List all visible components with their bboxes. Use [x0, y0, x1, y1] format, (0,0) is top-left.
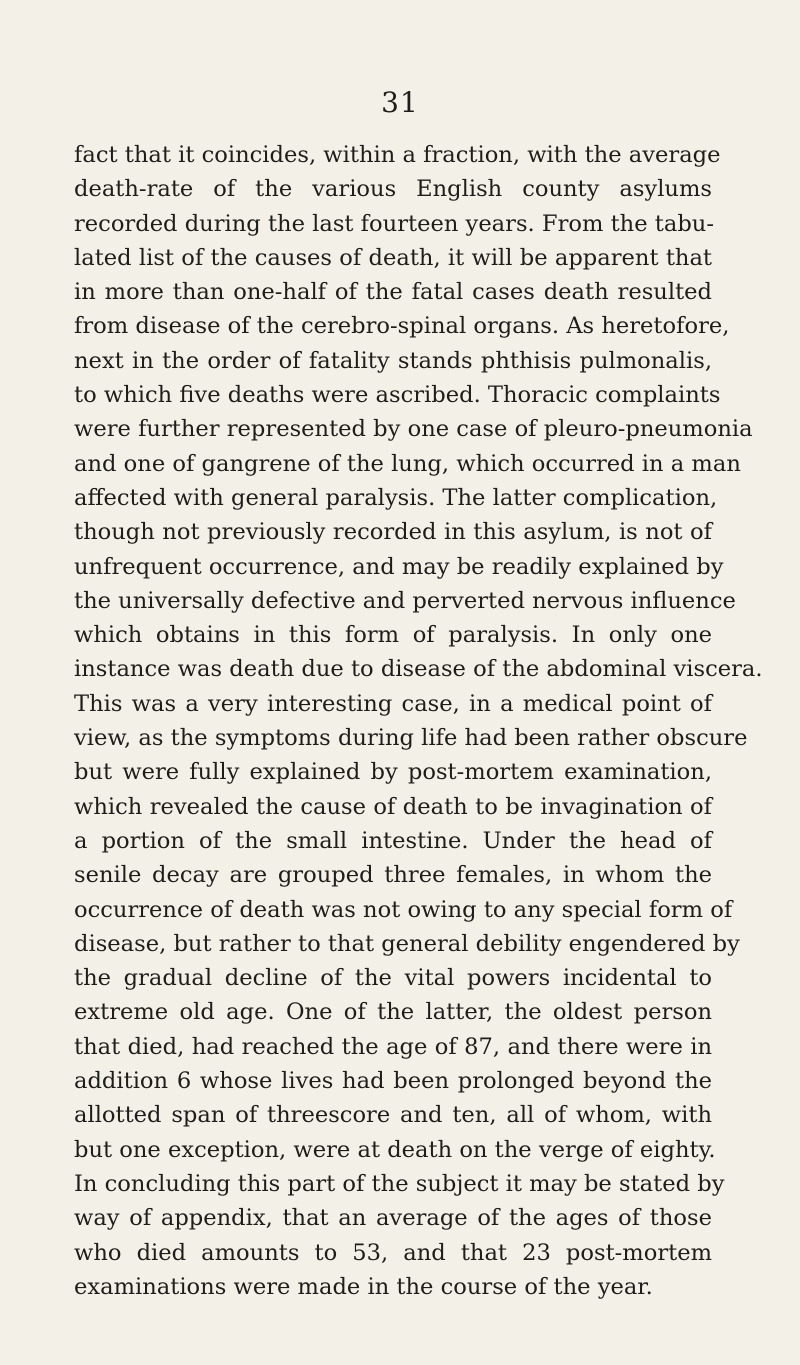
text-line: occurrence of death was not owing to any special form of — [74, 896, 733, 923]
text-line: view, as the symptoms during life had been rather obscure — [74, 725, 748, 752]
text-line: unfrequent occurrence, and may be readily explained by — [74, 553, 724, 580]
text-line: fact that it coincides, within a fraction, with the average — [74, 142, 721, 168]
text-line: extreme old age. One of the latter, the oldest person — [74, 999, 712, 1026]
text-line: though not previously recorded in this asylum, is not of — [74, 519, 712, 546]
text-line: way of appendix, that an average of the ages of those — [74, 1205, 712, 1232]
text-line: In concluding this part of the subject it may be stated by — [74, 1170, 725, 1197]
text-line: that died, had reached the age of 87, and there were in — [74, 1033, 712, 1060]
text-line: next in the order of fatality stands phthisis pulmonalis, — [74, 347, 712, 374]
body-text — [74, 138, 763, 1304]
text-line: death-rate of the various English county asylums — [74, 176, 712, 203]
text-line: which revealed the cause of death to be invagination of — [74, 793, 712, 820]
text-line: examinations were made in the course of the year. — [74, 1273, 653, 1300]
text-line: in more than one-half of the fatal cases death resulted — [74, 279, 712, 306]
text-line: This was a very interesting case, in a medical point of — [74, 690, 712, 717]
text-line: senile decay are grouped three females, in whom the — [74, 862, 712, 889]
text-line: affected with general paralysis. The latter complication, — [74, 484, 718, 511]
text-line: addition 6 whose lives had been prolonged beyond the — [74, 1068, 712, 1095]
text-line: but were fully explained by post-mortem examination, — [74, 759, 712, 786]
text-line: instance was death due to disease of the abdominal viscera. — [74, 656, 763, 683]
text-line: were further represented by one case of pleuro-pneumonia — [74, 416, 753, 443]
text-line: a portion of the small intestine. Under the head of — [74, 827, 712, 854]
text-line: recorded during the last fourteen years. From the tabu- — [74, 210, 714, 237]
text-line: to which five deaths were ascribed. Thoracic complaints — [74, 382, 721, 409]
text-line: who died amounts to 53, and that 23 post-mortem — [74, 1239, 712, 1266]
text-line: which obtains in this form of paralysis. In only one — [74, 622, 712, 649]
page-number: 31 — [381, 86, 419, 119]
text-line: from disease of the cerebro-spinal organs. As heretofore, — [74, 313, 730, 340]
text-line: the universally defective and perverted nervous influence — [74, 587, 736, 614]
text-line: lated list of the causes of death, it will be apparent that — [74, 244, 712, 271]
text-line: disease, but rather to that general debility engendered by — [74, 930, 740, 957]
text-line: but one exception, were at death on the verge of eighty. — [74, 1136, 716, 1163]
text-line: and one of gangrene of the lung, which occurred in a man — [74, 450, 741, 477]
text-line: the gradual decline of the vital powers incidental to — [74, 965, 712, 992]
text-line: allotted span of threescore and ten, all of whom, with — [74, 1102, 712, 1129]
